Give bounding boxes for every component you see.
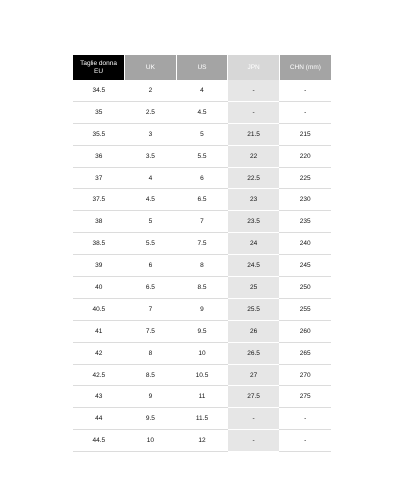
- cell-eu: 39: [73, 255, 125, 277]
- table-row: [73, 364, 331, 386]
- size-conversion-table: [73, 55, 331, 452]
- cell-jpn: -: [228, 101, 280, 123]
- cell-jpn: -: [228, 80, 280, 101]
- cell-jpn: 25.5: [228, 298, 280, 320]
- cell-chn: 225: [279, 167, 331, 189]
- cell-jpn: 22: [228, 145, 280, 167]
- cell-us: 10: [176, 342, 228, 364]
- cell-jpn: 23: [228, 189, 280, 211]
- cell-chn: -: [279, 80, 331, 101]
- cell-jpn: 21.5: [228, 123, 280, 145]
- cell-jpn: -: [228, 430, 280, 452]
- cell-uk: 3.5: [125, 145, 177, 167]
- header-jpn: JPN: [228, 55, 280, 80]
- cell-eu: 37: [73, 167, 125, 189]
- table-row: [73, 320, 331, 342]
- cell-jpn: 25: [228, 277, 280, 299]
- cell-eu: 35: [73, 101, 125, 123]
- table-row: [73, 298, 331, 320]
- table-row: [73, 430, 331, 452]
- cell-uk: 4: [125, 167, 177, 189]
- cell-uk: 2: [125, 80, 177, 101]
- cell-uk: 4.5: [125, 189, 177, 211]
- cell-uk: 8.5: [125, 364, 177, 386]
- cell-us: 8: [176, 255, 228, 277]
- cell-chn: 265: [279, 342, 331, 364]
- cell-jpn: -: [228, 408, 280, 430]
- cell-eu: 36: [73, 145, 125, 167]
- cell-us: 12: [176, 430, 228, 452]
- cell-us: 5: [176, 123, 228, 145]
- cell-eu: 44: [73, 408, 125, 430]
- cell-uk: 9.5: [125, 408, 177, 430]
- cell-us: 4.5: [176, 101, 228, 123]
- cell-chn: 230: [279, 189, 331, 211]
- cell-eu: 35.5: [73, 123, 125, 145]
- cell-eu: 40.5: [73, 298, 125, 320]
- cell-uk: 7.5: [125, 320, 177, 342]
- table-row: [73, 211, 331, 233]
- cell-uk: 5: [125, 211, 177, 233]
- cell-chn: 275: [279, 386, 331, 408]
- table-row: [73, 386, 331, 408]
- header-eu-women: [73, 55, 125, 80]
- table-row: [73, 342, 331, 364]
- table-row: [73, 80, 331, 101]
- cell-jpn: 24: [228, 233, 280, 255]
- cell-us: 6: [176, 167, 228, 189]
- table-body: [73, 80, 331, 452]
- cell-jpn: 27.5: [228, 386, 280, 408]
- cell-chn: 245: [279, 255, 331, 277]
- header-eu-line1: Taglie donna: [80, 60, 117, 68]
- cell-us: 7: [176, 211, 228, 233]
- cell-jpn: 26: [228, 320, 280, 342]
- cell-jpn: 24.5: [228, 255, 280, 277]
- cell-uk: 6: [125, 255, 177, 277]
- cell-chn: 215: [279, 123, 331, 145]
- table-row: [73, 233, 331, 255]
- cell-chn: 260: [279, 320, 331, 342]
- cell-eu: 34.5: [73, 80, 125, 101]
- cell-uk: 5.5: [125, 233, 177, 255]
- cell-eu: 40: [73, 277, 125, 299]
- cell-us: 11.5: [176, 408, 228, 430]
- table-row: [73, 277, 331, 299]
- cell-chn: 220: [279, 145, 331, 167]
- cell-uk: 7: [125, 298, 177, 320]
- cell-jpn: 27: [228, 364, 280, 386]
- cell-chn: -: [279, 408, 331, 430]
- cell-uk: 10: [125, 430, 177, 452]
- header-us: US: [176, 55, 228, 80]
- cell-us: 4: [176, 80, 228, 101]
- header-chn: CHN (mm): [279, 55, 331, 80]
- cell-uk: 8: [125, 342, 177, 364]
- cell-chn: 255: [279, 298, 331, 320]
- table-row: [73, 123, 331, 145]
- table-header-row: [73, 55, 331, 80]
- cell-eu: 38: [73, 211, 125, 233]
- table-row: [73, 101, 331, 123]
- cell-jpn: 22.5: [228, 167, 280, 189]
- cell-chn: 240: [279, 233, 331, 255]
- cell-us: 8.5: [176, 277, 228, 299]
- cell-us: 10.5: [176, 364, 228, 386]
- cell-chn: 250: [279, 277, 331, 299]
- cell-eu: 42.5: [73, 364, 125, 386]
- cell-us: 5.5: [176, 145, 228, 167]
- cell-eu: 43: [73, 386, 125, 408]
- cell-eu: 44.5: [73, 430, 125, 452]
- cell-eu: 38.5: [73, 233, 125, 255]
- cell-chn: 235: [279, 211, 331, 233]
- cell-jpn: 26.5: [228, 342, 280, 364]
- table-row: [73, 408, 331, 430]
- cell-eu: 37.5: [73, 189, 125, 211]
- header-uk: UK: [125, 55, 177, 80]
- cell-chn: 270: [279, 364, 331, 386]
- table-row: [73, 167, 331, 189]
- cell-uk: 6.5: [125, 277, 177, 299]
- cell-eu: 42: [73, 342, 125, 364]
- cell-uk: 2.5: [125, 101, 177, 123]
- cell-us: 6.5: [176, 189, 228, 211]
- cell-us: 11: [176, 386, 228, 408]
- cell-chn: -: [279, 101, 331, 123]
- cell-eu: 41: [73, 320, 125, 342]
- cell-jpn: 23.5: [228, 211, 280, 233]
- header-eu-line2: EU: [94, 67, 104, 75]
- cell-uk: 9: [125, 386, 177, 408]
- table-row: [73, 255, 331, 277]
- cell-chn: -: [279, 430, 331, 452]
- table-row: [73, 189, 331, 211]
- cell-us: 7.5: [176, 233, 228, 255]
- cell-us: 9.5: [176, 320, 228, 342]
- cell-uk: 3: [125, 123, 177, 145]
- cell-us: 9: [176, 298, 228, 320]
- table-row: [73, 145, 331, 167]
